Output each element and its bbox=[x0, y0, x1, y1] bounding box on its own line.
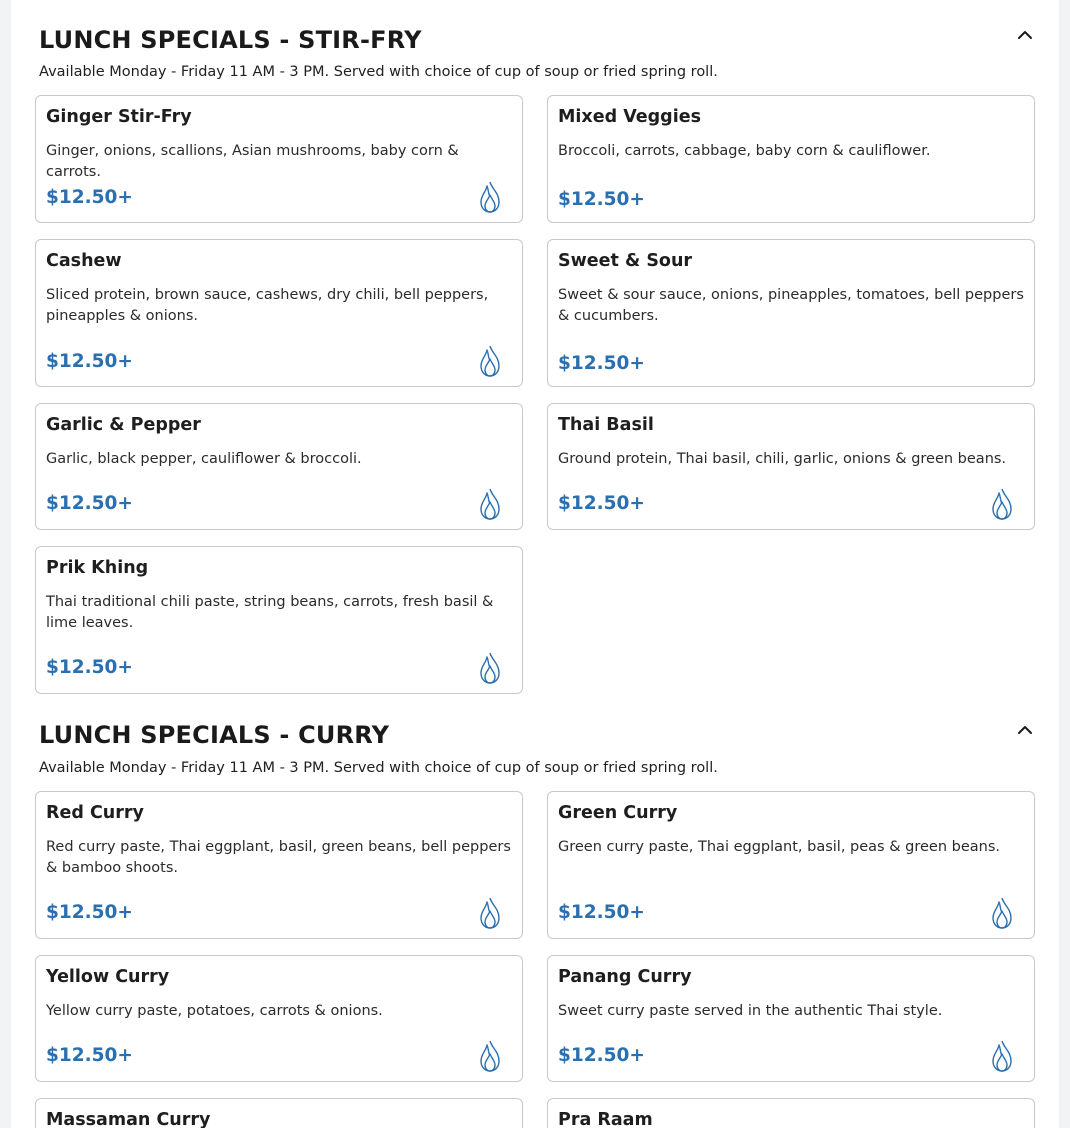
item-price: $12.50+ bbox=[46, 351, 133, 372]
item-description: Thai traditional chili paste, string beans, carrots, fresh basil & lime leaves. bbox=[46, 594, 494, 631]
item-name: Mixed Veggies bbox=[558, 107, 701, 127]
collapse-section-button[interactable] bbox=[1013, 22, 1037, 46]
menu-item-cashew[interactable] bbox=[35, 239, 523, 387]
item-price: $12.50+ bbox=[46, 657, 133, 678]
item-description: Red curry paste, Thai eggplant, basil, green beans, bell peppers & bamboo shoots. bbox=[46, 839, 511, 876]
item-description: Sweet curry paste served in the authentic Thai style. bbox=[558, 1003, 943, 1019]
flame-icon bbox=[477, 896, 503, 930]
menu-item-panang-curry[interactable] bbox=[547, 955, 1035, 1082]
item-name: Prik Khing bbox=[46, 558, 149, 578]
item-name: Ginger Stir-Fry bbox=[46, 107, 192, 127]
item-description: Ginger, onions, scallions, Asian mushrooms, baby corn & carrots. bbox=[46, 143, 459, 180]
collapse-section-button[interactable] bbox=[1013, 717, 1037, 741]
item-description: Sliced protein, brown sauce, cashews, dry chili, bell peppers, pineapples & onions. bbox=[46, 287, 489, 324]
flame-icon bbox=[989, 896, 1015, 930]
menu-item-red-curry[interactable] bbox=[35, 791, 523, 939]
flame-icon bbox=[989, 487, 1015, 521]
chevron-up-icon bbox=[1017, 25, 1033, 44]
item-description: Green curry paste, Thai eggplant, basil, peas & green beans. bbox=[558, 839, 1000, 855]
item-name: Red Curry bbox=[46, 803, 144, 823]
flame-icon bbox=[477, 487, 503, 521]
item-name: Yellow Curry bbox=[46, 967, 170, 987]
item-description: Yellow curry paste, potatoes, carrots & onions. bbox=[46, 1003, 383, 1019]
flame-icon bbox=[477, 344, 503, 378]
menu-item-pra-raam[interactable] bbox=[547, 1098, 1035, 1128]
menu-item-garlic-and-pepper[interactable] bbox=[35, 403, 523, 530]
item-name: Thai Basil bbox=[558, 415, 654, 435]
item-description: Ground protein, Thai basil, chili, garlic, onions & green beans. bbox=[558, 451, 1007, 467]
menu-item-mixed-veggies[interactable] bbox=[547, 95, 1035, 223]
flame-icon bbox=[989, 1039, 1015, 1073]
flame-icon bbox=[477, 1039, 503, 1073]
item-price: $12.50+ bbox=[46, 902, 133, 923]
item-price: $12.50+ bbox=[558, 189, 645, 210]
item-price: $12.50+ bbox=[558, 902, 645, 923]
item-name: Massaman Curry bbox=[46, 1110, 211, 1128]
menu-item-yellow-curry[interactable] bbox=[35, 955, 523, 1082]
menu-item-prik-khing[interactable] bbox=[35, 546, 523, 694]
section-title: LUNCH SPECIALS - CURRY bbox=[39, 721, 390, 749]
menu-item-sweet-and-sour[interactable] bbox=[547, 239, 1035, 387]
item-name: Garlic & Pepper bbox=[46, 415, 201, 435]
item-name: Pra Raam bbox=[558, 1110, 653, 1128]
item-price: $12.50+ bbox=[46, 187, 133, 208]
menu-item-thai-basil[interactable] bbox=[547, 403, 1035, 530]
item-name: Panang Curry bbox=[558, 967, 692, 987]
chevron-up-icon bbox=[1017, 720, 1033, 739]
item-name: Cashew bbox=[46, 251, 122, 271]
item-description: Broccoli, carrots, cabbage, baby corn & cauliflower. bbox=[558, 143, 931, 159]
section-subtitle: Available Monday - Friday 11 AM - 3 PM. Served with choice of cup of soup or fried spring roll. bbox=[39, 64, 718, 80]
flame-icon bbox=[477, 180, 503, 214]
item-price: $12.50+ bbox=[558, 353, 645, 374]
item-price: $12.50+ bbox=[46, 493, 133, 514]
section-subtitle: Available Monday - Friday 11 AM - 3 PM. Served with choice of cup of soup or fried spring roll. bbox=[39, 760, 718, 776]
item-description: Sweet & sour sauce, onions, pineapples, tomatoes, bell peppers & cucumbers. bbox=[558, 287, 1024, 324]
menu-item-ginger-stir-fry[interactable] bbox=[35, 95, 523, 223]
item-description: Garlic, black pepper, cauliflower & broccoli. bbox=[46, 451, 362, 467]
item-price: $12.50+ bbox=[558, 493, 645, 514]
menu-item-massaman-curry[interactable] bbox=[35, 1098, 523, 1128]
menu-page bbox=[11, 0, 1059, 1128]
item-name: Green Curry bbox=[558, 803, 678, 823]
item-name: Sweet & Sour bbox=[558, 251, 693, 271]
item-price: $12.50+ bbox=[558, 1045, 645, 1066]
item-price: $12.50+ bbox=[46, 1045, 133, 1066]
section-title: LUNCH SPECIALS - STIR-FRY bbox=[39, 26, 422, 54]
menu-item-green-curry[interactable] bbox=[547, 791, 1035, 939]
flame-icon bbox=[477, 651, 503, 685]
